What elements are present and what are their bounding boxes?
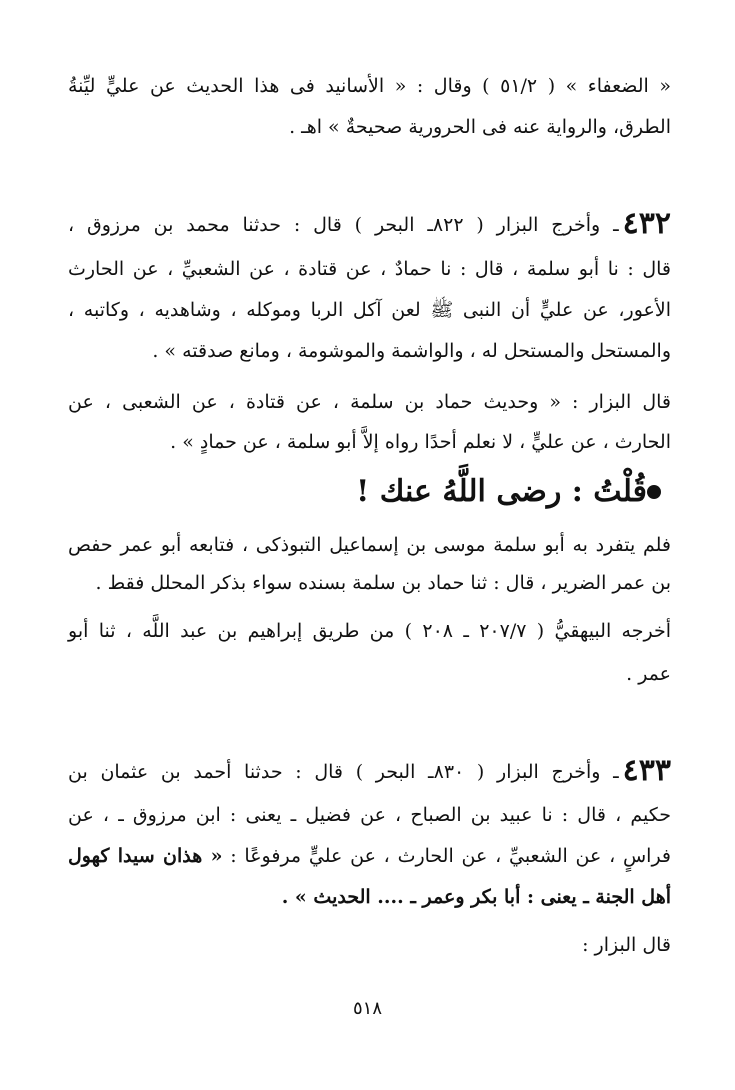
text-line: فلم يتفرد به أبو سلمة موسى بن إسماعيل التبوذكى ، فتابعه أبو عمر حفص: [68, 534, 671, 556]
text-line: والمستحل والمستحل له ، والواشمة والموشومة ، ومانع صدقته » .: [152, 340, 671, 362]
hadith-number: ٤٣٣: [622, 753, 671, 788]
text-line: حكيم ، قال : نا عبيد بن الصباح ، عن فضيل ـ يعنى : ابن مرزوق ـ ، عن: [68, 804, 671, 826]
section-heading: [356, 474, 671, 510]
bullet-icon: [647, 485, 661, 499]
text-line: عمر .: [626, 663, 671, 685]
text-line: ـ وأخرج البزار ( ٨٢٢ـ البحر ) قال : حدثنا محمد بن مرزوق ،: [68, 214, 619, 236]
text-line: قال البزار : « وحديث حماد بن سلمة ، عن قتادة ، عن الشعبى ، عن: [68, 391, 671, 413]
text-line: قال البزار :: [582, 934, 671, 956]
hadith-433-first-line: [68, 753, 671, 788]
text-line: ـ وأخرج البزار ( ٨٣٠ـ البحر ) قال : حدثنا أحمد بن عثمان بن: [68, 761, 619, 783]
text-line: قال : نا أبو سلمة ، قال : نا حمادٌ ، عن قتادة ، عن الشعبيِّ ، عن الحارث: [68, 258, 671, 280]
page-number: ٥١٨: [352, 998, 382, 1019]
text-line: أخرجه البيهقيُّ ( ٢٠٧/٧ ـ ٢٠٨ ) من طريق إبراهيم بن عبد اللَّه ، ثنا أبو: [68, 620, 671, 642]
hadith-432-first-line: [68, 206, 671, 241]
text-line: الحارث ، عن عليٍّ ، لا نعلم أحدًا رواه إلاَّ أبو سلمة ، عن حمادٍ » .: [170, 431, 671, 453]
text-line: « الضعفاء » ( ٥١/٢ ) وقال : « الأسانيد فى هذا الحديث عن عليٍّ ليِّنةُ: [68, 75, 671, 97]
text-line: بن عمر الضرير ، قال : ثنا حماد بن سلمة بسنده سواء بذكر المحلل فقط .: [95, 572, 671, 594]
text-line: [68, 842, 671, 872]
text-line: الأعور، عن عليٍّ أن النبى ﷺ لعن آكل الربا وموكله ، وشاهديه ، وكاتبه ،: [68, 299, 671, 321]
bold-text-segment: « هذان سيدا كهول: [68, 845, 223, 867]
hadith-number: ٤٣٢: [622, 206, 671, 241]
text-segment: فراسٍ ، عن الشعبيِّ ، عن الحارث ، عن عليٍّ مرفوعًا :: [230, 845, 672, 867]
text-line: أهل الجنة ـ يعنى : أبا بكر وعمر ـ .... الحديث » .: [281, 886, 671, 908]
heading-text: قُلْتُ : رضى اللَّهُ عنك !: [356, 474, 647, 509]
text-line: الطرق، والرواية عنه فى الحرورية صحيحةٌ » اهـ .: [289, 116, 671, 138]
